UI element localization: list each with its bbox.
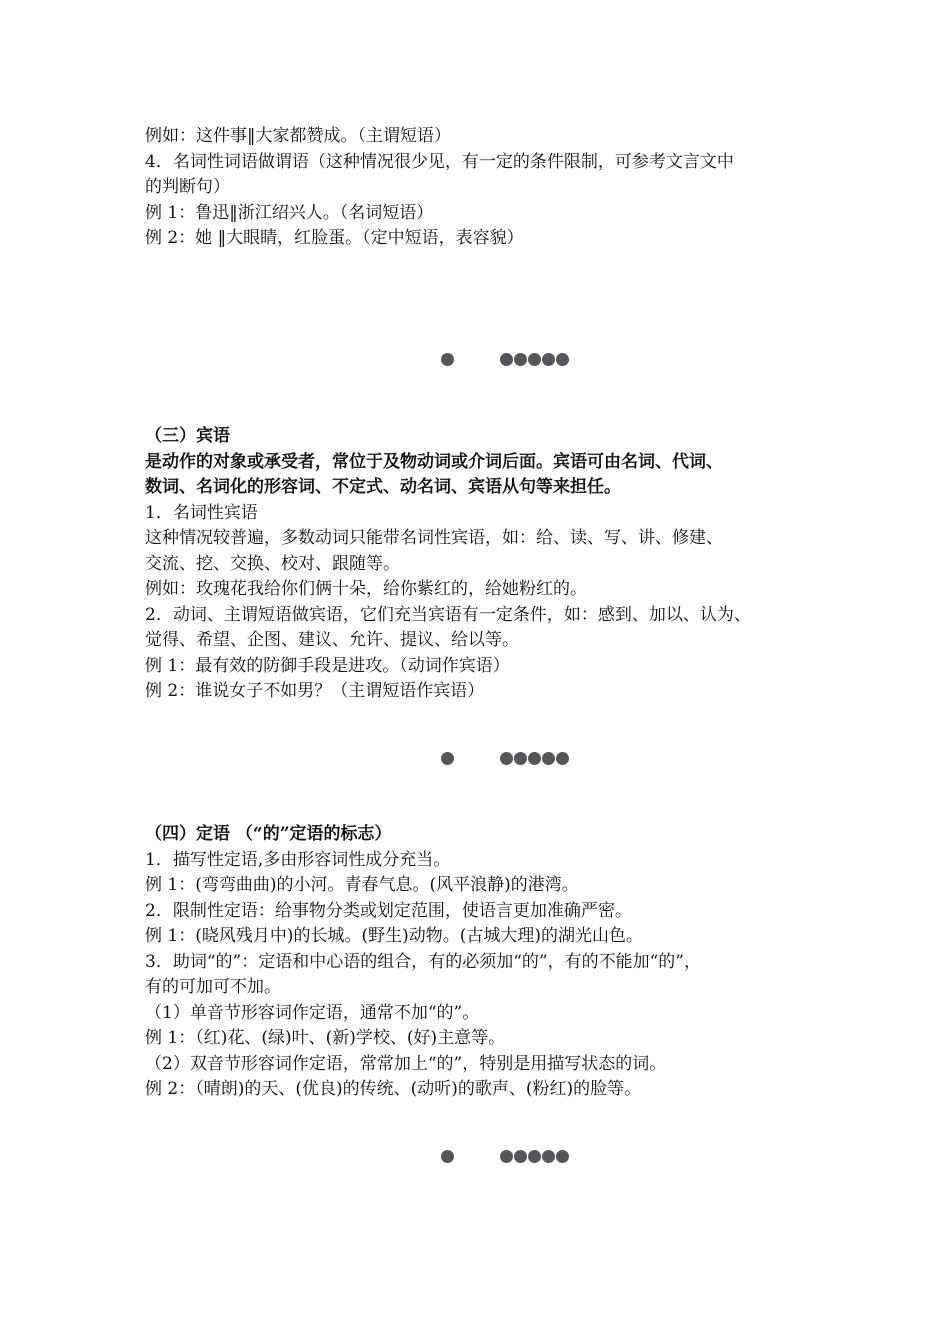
dot-icon (441, 1150, 454, 1163)
predicate-line: 4．名词性词语做谓语（这种情况很少见，有一定的条件限制，可参考文言文中 (145, 151, 734, 172)
object-line: 例 1：最有效的防御手段是进攻。（动词作宾语） (145, 655, 510, 676)
section-heading: （四）定语 （“的”定语的标志） (145, 824, 392, 844)
predicate-line: 例 2：她 ‖大眼睛，红脸蛋。（定中短语，表容貌） (145, 228, 524, 248)
attributive-line: 例 1：（红)花、(绿)叶、(新)学校、(好)主意等。 (145, 1028, 506, 1048)
object-line: 例如：玫瑰花我给你们俩十朵，给你紫红的，给她粉红的。 (145, 579, 587, 599)
dot-icon (514, 752, 527, 765)
dot-icon (556, 1150, 569, 1163)
dot-icon (528, 752, 541, 765)
dot-icon (556, 752, 569, 765)
attributive-section (145, 822, 825, 1103)
dot-icon (500, 353, 513, 366)
definition-line: 是动作的对象或承受者，常位于及物动词或介词后面。宾语可由名词、代词、 (145, 451, 723, 472)
dot-divider (440, 751, 575, 767)
dot-icon (542, 1150, 555, 1163)
attributive-line: （2）双音节形容词作定语，常常加上“的”，特别是用描写状态的词。 (145, 1053, 667, 1074)
dot-icon (441, 353, 454, 366)
object-line: 觉得、希望、企图、建议、允许、提议、给以等。 (145, 630, 519, 650)
dot-icon (542, 353, 555, 366)
attributive-line: 1．描写性定语,多由形容词性成分充当。 (145, 849, 451, 870)
object-line: 这种情况较普遍，多数动词只能带名词性宾语，如：给、读、写、讲、修建、 (145, 528, 723, 548)
attributive-line: 例 1：(弯弯曲曲)的小河。青春气息。(风平浪静)的港湾。 (145, 875, 579, 895)
object-line: 例 2：谁说女子不如男？（主谓短语作宾语） (145, 681, 485, 701)
attributive-line: 例 1：(晓风残月中)的长城。(野生)动物。(古城大理)的湖光山色。 (145, 926, 644, 946)
dot-icon (500, 1150, 513, 1163)
object-section (145, 424, 825, 705)
object-line: 2．动词、主谓短语做宾语，它们充当宾语有一定条件，如：感到、加以、认为、 (145, 604, 751, 625)
dot-icon (542, 752, 555, 765)
predicate-line: 的判断句） (145, 177, 230, 197)
predicate-section (145, 124, 825, 252)
attributive-line: 有的可加可不加。 (145, 977, 281, 997)
dot-divider (440, 1149, 575, 1165)
dot-divider (440, 352, 575, 368)
attributive-line: 例 2：（晴朗)的天、(优良)的传统、(动听)的歌声、(粉红)的脸等。 (145, 1079, 642, 1099)
section-heading: （三）宾语 (145, 426, 230, 446)
dot-icon (528, 353, 541, 366)
predicate-line: 例 1：鲁迅‖浙江绍兴人。（名词短语） (145, 202, 434, 223)
object-line: 1．名词性宾语 (145, 502, 258, 523)
attributive-line: （1）单音节形容词作定语，通常不加“的”。 (145, 1002, 480, 1023)
dot-icon (528, 1150, 541, 1163)
definition-line: 数词、名词化的形容词、不定式、动名词、宾语从句等来担任。 (145, 477, 621, 497)
dot-icon (441, 752, 454, 765)
predicate-line: 例如：这件事‖大家都赞成。（主谓短语） (145, 126, 451, 146)
attributive-line: 2．限制性定语：给事物分类或划定范围，使语言更加准确严密。 (145, 900, 632, 921)
dot-icon (514, 1150, 527, 1163)
dot-icon (500, 752, 513, 765)
dot-icon (556, 353, 569, 366)
object-line: 交流、挖、交换、校对、跟随等。 (145, 553, 400, 574)
dot-icon (514, 353, 527, 366)
attributive-line: 3．助词“的”：定语和中心语的组合，有的必须加“的”，有的不能加“的”， (145, 951, 701, 972)
